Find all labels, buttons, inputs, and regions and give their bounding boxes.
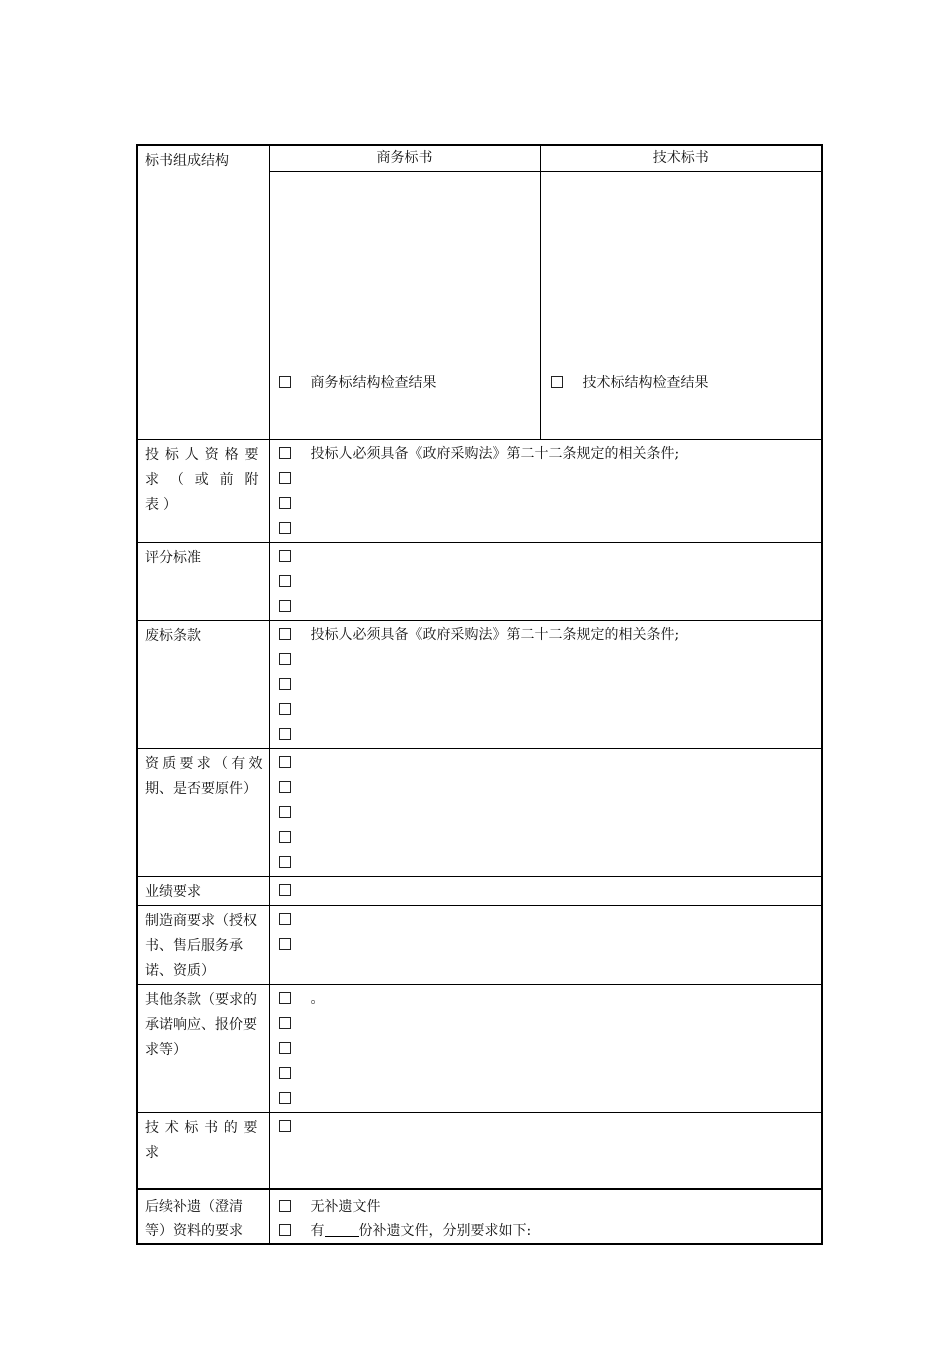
checkbox[interactable] — [279, 1120, 291, 1132]
qualification-label: 投标人资格要求（或前附表） — [137, 440, 269, 543]
list-item — [279, 570, 822, 595]
technical-header: 技术标书 — [540, 145, 822, 172]
performance-items — [269, 877, 822, 906]
checkbox[interactable] — [279, 856, 291, 868]
invalid-label: 废标条款 — [137, 621, 269, 749]
bid-checklist-table — [136, 144, 821, 1245]
list-item: 有 份补遗文件，分别要求如下: — [279, 1219, 822, 1243]
other-items — [269, 985, 822, 1113]
list-item — [279, 1115, 822, 1140]
list-item — [279, 1087, 822, 1112]
checkbox[interactable] — [279, 1067, 291, 1079]
list-item — [279, 698, 822, 723]
list-item — [279, 1062, 822, 1087]
manufacturer-items — [269, 906, 822, 985]
list-item: 。 — [279, 987, 822, 1012]
checkbox[interactable] — [279, 678, 291, 690]
credentials-label: 资质要求（有效期、是否要原件） — [137, 749, 269, 877]
checkbox[interactable] — [279, 781, 291, 793]
list-item — [279, 673, 822, 698]
list-item: 无补遗文件 — [279, 1195, 822, 1219]
structure-label: 标书组成结构 — [137, 145, 269, 440]
checkbox[interactable] — [279, 472, 291, 484]
checkbox[interactable] — [279, 1224, 291, 1236]
scoring-items — [269, 543, 822, 621]
list-item: 投标人必须具备《政府采购法》第二十二条规定的相关条件; — [279, 623, 822, 648]
list-item — [279, 933, 822, 958]
list-item — [279, 801, 822, 826]
list-item — [279, 908, 822, 933]
supplement-items — [269, 1189, 822, 1244]
list-item — [279, 751, 822, 776]
checkbox[interactable] — [279, 913, 291, 925]
list-item — [279, 545, 822, 570]
scoring-label: 评分标准 — [137, 543, 269, 621]
checkbox[interactable] — [551, 376, 563, 388]
technical-cell — [540, 172, 822, 440]
fill-blank[interactable] — [325, 1222, 359, 1237]
performance-label: 业绩要求 — [137, 877, 269, 906]
checkbox[interactable] — [279, 653, 291, 665]
business-header: 商务标书 — [269, 145, 540, 172]
list-item — [279, 851, 822, 876]
other-label: 其他条款（要求的承诺响应、报价要求等） — [137, 985, 269, 1113]
checkbox[interactable] — [279, 1200, 291, 1212]
list-item: 投标人必须具备《政府采购法》第二十二条规定的相关条件; — [279, 442, 822, 467]
checkbox[interactable] — [279, 703, 291, 715]
checkbox[interactable] — [279, 522, 291, 534]
checkbox[interactable] — [279, 756, 291, 768]
list-item — [279, 1012, 822, 1037]
list-item — [279, 467, 822, 492]
technical-check-line: 技术标结构检查结果 — [551, 371, 709, 396]
list-item — [279, 879, 822, 904]
checkbox[interactable] — [279, 806, 291, 818]
invalid-items — [269, 621, 822, 749]
checkbox[interactable] — [279, 550, 291, 562]
supplement-label: 后续补遗（澄清等）资料的要求 — [137, 1189, 269, 1244]
manufacturer-label: 制造商要求（授权书、售后服务承诺、资质） — [137, 906, 269, 985]
technical-req-items — [269, 1113, 822, 1190]
list-item — [279, 492, 822, 517]
credentials-items — [269, 749, 822, 877]
technical-req-label: 技术标书的要求 — [137, 1113, 269, 1190]
checkbox[interactable] — [279, 884, 291, 896]
list-item — [279, 826, 822, 851]
list-item — [279, 1037, 822, 1062]
checkbox[interactable] — [279, 1092, 291, 1104]
business-check-line: 商务标结构检查结果 — [279, 371, 437, 396]
list-item — [279, 723, 822, 748]
list-item — [279, 517, 822, 542]
checkbox[interactable] — [279, 728, 291, 740]
checkbox[interactable] — [279, 938, 291, 950]
list-item — [279, 776, 822, 801]
checkbox[interactable] — [279, 1042, 291, 1054]
list-item — [279, 648, 822, 673]
checkbox[interactable] — [279, 497, 291, 509]
checkbox[interactable] — [279, 628, 291, 640]
checkbox[interactable] — [279, 600, 291, 612]
checkbox[interactable] — [279, 1017, 291, 1029]
qualification-items — [269, 440, 822, 543]
checkbox[interactable] — [279, 992, 291, 1004]
checkbox[interactable] — [279, 831, 291, 843]
checkbox[interactable] — [279, 575, 291, 587]
list-item — [279, 595, 822, 620]
checkbox[interactable] — [279, 447, 291, 459]
checkbox[interactable] — [279, 376, 291, 388]
business-cell — [269, 172, 540, 440]
